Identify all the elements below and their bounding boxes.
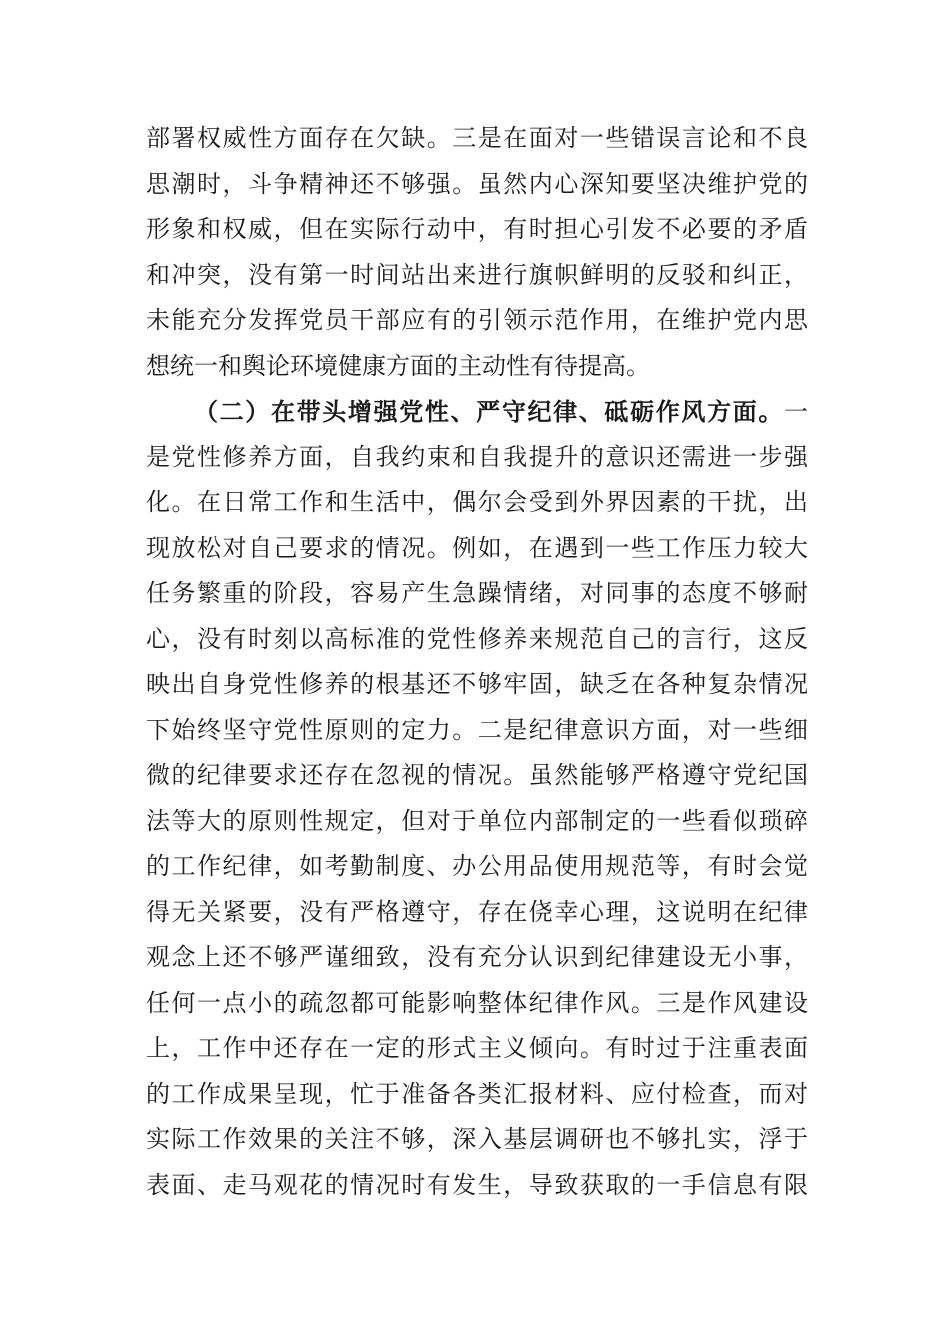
paragraph-2-first-line-rest: 一	[784, 398, 808, 426]
paragraph-1-line-2: 思潮时，斗争精神还不够强。虽然内心深知要坚决维护党的	[146, 169, 808, 198]
paragraph-2-line-4: 现放松对自己要求的情况。例如，在遇到一些工作压力较大	[146, 533, 808, 562]
paragraph-2-line-5: 任务繁重的阶段，容易产生急躁情绪，对同事的态度不够耐	[146, 579, 808, 607]
paragraph-2-line-15: 上，工作中还存在一定的形式主义倾向。有时过于注重表面	[146, 1034, 808, 1062]
paragraph-2-line-10: 法等大的原则性规定，但对于单位内部制定的一些看似琐碎	[146, 806, 808, 835]
document-body	[146, 116, 808, 1208]
paragraph-2-line-13: 观念上还不够严谨细致，没有充分认识到纪律建设无小事，	[146, 943, 808, 971]
paragraph-2-line-11: 的工作纪律，如考勤制度、办公用品使用规范等，有时会觉	[146, 852, 808, 880]
paragraph-2-first-line	[146, 389, 808, 435]
paragraph-2-line-9: 微的纪律要求还存在忽视的情况。虽然能够严格遵守党纪国	[146, 761, 808, 789]
paragraph-2-line-17: 实际工作效果的关注不够，深入基层调研也不够扎实，浮于	[146, 1125, 808, 1153]
paragraph-1-line-4: 和冲突，没有第一时间站出来进行旗帜鲜明的反驳和纠正，	[146, 260, 808, 289]
paragraph-2-line-3: 化。在日常工作和生活中，偶尔会受到外界因素的干扰，出	[146, 488, 808, 516]
paragraph-2-line-2: 是党性修养方面，自我约束和自我提升的意识还需进一步强	[146, 442, 808, 471]
paragraph-2-line-6: 心，没有时刻以高标准的党性修养来规范自己的言行，这反	[146, 624, 808, 653]
paragraph-2-line-18: 表面、走马观花的情况时有发生，导致获取的一手信息有限	[146, 1170, 808, 1199]
paragraph-1-line-1: 部署权威性方面存在欠缺。三是在面对一些错误言论和不良	[146, 124, 808, 152]
paragraph-2-line-16: 的工作成果呈现，忙于准备各类汇报材料、应付检查，而对	[146, 1079, 808, 1108]
paragraph-2-line-14: 任何一点小的疏忽都可能影响整体纪律作风。三是作风建设	[146, 988, 808, 1017]
paragraph-2-line-7: 映出自身党性修养的根基还不够牢固，缺乏在各种复杂情况	[146, 670, 808, 698]
paragraph-2-line-8: 下始终坚守党性原则的定力。二是纪律意识方面，对一些细	[146, 715, 808, 744]
paragraph-2-line-12: 得无关紧要，没有严格遵守，存在侥幸心理，这说明在纪律	[146, 897, 808, 926]
section-heading: （二）在带头增强党性、严守纪律、砥砺作风方面。	[194, 397, 784, 426]
paragraph-1-line-6: 想统一和舆论环境健康方面的主动性有待提高。	[146, 351, 650, 380]
paragraph-1-line-3: 形象和权威，但在实际行动中，有时担心引发不必要的矛盾	[146, 215, 808, 243]
paragraph-1-line-5: 未能充分发挥党员干部应有的引领示范作用，在维护党内思	[146, 306, 808, 334]
